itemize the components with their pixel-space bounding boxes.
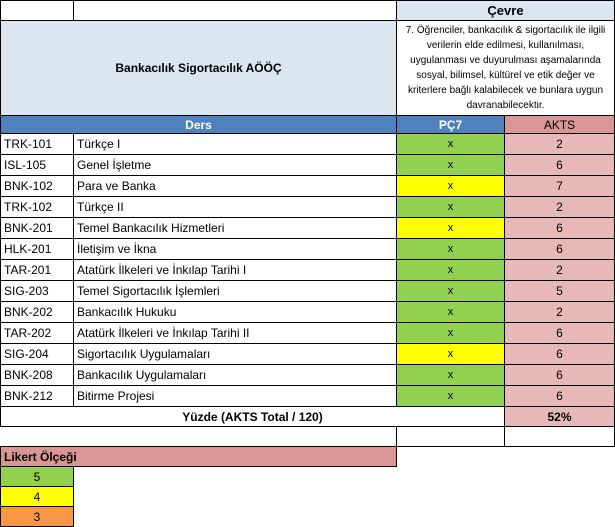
likert-level (0, 486, 74, 507)
course-name (73, 217, 397, 239)
akts-value-text: 6 (556, 158, 563, 172)
course-code-text: BNK-201 (4, 221, 53, 235)
pc7-mark (396, 343, 505, 365)
course-name-text: İletişim ve İkna (77, 242, 157, 256)
pc7-mark-text: x (447, 243, 454, 255)
course-name (73, 133, 397, 155)
course-name (73, 385, 397, 407)
blank-cell-under-total-left (396, 426, 505, 447)
course-name (73, 154, 397, 176)
course-code-text: HLK-201 (4, 242, 52, 256)
pc7-mark (396, 280, 505, 302)
column-header-pc7-label: PÇ7 (438, 117, 463, 132)
pc7-mark-text: x (447, 285, 454, 297)
course-name (73, 364, 397, 386)
akts-value (504, 343, 615, 365)
total-row-value (504, 406, 615, 427)
course-name (73, 322, 397, 344)
pc7-mark-text: x (447, 201, 454, 213)
course-code (0, 154, 74, 176)
akts-value (504, 175, 615, 197)
course-name-text: Temel Bankacılık Hizmetleri (77, 221, 225, 235)
course-code-text: BNK-102 (4, 179, 53, 193)
column-header-akts (504, 115, 615, 134)
pc7-mark-text: x (447, 180, 454, 192)
blank-cell-under-total-right (504, 426, 615, 447)
akts-value (504, 364, 615, 386)
pc7-mark (396, 259, 505, 281)
course-name-text: Sigortacılık Uygulamaları (77, 347, 211, 361)
akts-value (504, 385, 615, 407)
course-name-text: Atatürk İlkeleri ve İnkılap Tarihi I (77, 263, 247, 277)
course-code (0, 343, 74, 365)
course-code (0, 217, 74, 239)
course-name-text: Bankacılık Uygulamaları (77, 368, 207, 382)
akts-value-text: 2 (556, 263, 563, 277)
outcome-description (396, 20, 615, 116)
blank-cell-b1 (73, 0, 397, 21)
column-header-ders (0, 115, 397, 134)
pc7-mark-text: x (447, 348, 454, 360)
course-code-text: SIG-203 (4, 284, 49, 298)
course-code-text: TRK-102 (4, 200, 53, 214)
pc7-mark (396, 217, 505, 239)
course-code (0, 280, 74, 302)
likert-level (0, 466, 74, 487)
course-name-text: Genel İşletme (77, 158, 152, 172)
course-name (73, 343, 397, 365)
course-name-text: Bitirme Projesi (77, 389, 155, 403)
column-header-ders-label: Ders (185, 117, 212, 132)
course-name-text: Bankacılık Hukuku (77, 305, 177, 319)
likert-title (0, 446, 397, 467)
pc7-mark (396, 238, 505, 260)
akts-value (504, 322, 615, 344)
course-name-text: Türkçe I (77, 137, 121, 151)
likert-title-text: Likert Ölçeği (4, 449, 77, 464)
program-title-text: Bankacılık Sigortacılık AÖÖÇ (115, 61, 282, 75)
cevre-title-text: Çevre (487, 3, 524, 18)
outcome-description-text: 7. Öğrenciler, bankacılık & sigortacılık ile ilgili verilerin elde edilmesi, kullanılması, uygulanması ve duyurulması aşamalarında sosyal, bilimsel, kültürel ve etik değer ve kriterlere bağlı kalabilecek ve bunlara uygun davranabilecektir. (405, 25, 606, 111)
pc7-mark-text: x (447, 390, 454, 402)
course-name-text: Temel Sigortacılık İşlemleri (77, 284, 220, 298)
course-code (0, 301, 74, 323)
akts-value (504, 301, 615, 323)
course-name (73, 196, 397, 218)
likert-level-text: 3 (33, 509, 41, 524)
course-code (0, 385, 74, 407)
column-header-akts-label: AKTS (543, 117, 576, 132)
course-code-text: BNK-202 (4, 305, 53, 319)
course-name (73, 259, 397, 281)
akts-value (504, 217, 615, 239)
pc7-mark-text: x (447, 222, 454, 234)
akts-value-text: 6 (556, 221, 563, 235)
course-code (0, 259, 74, 281)
akts-value (504, 133, 615, 155)
akts-value (504, 154, 615, 176)
program-title (0, 20, 397, 116)
akts-value (504, 238, 615, 260)
akts-value-text: 2 (556, 200, 563, 214)
pc7-mark (396, 154, 505, 176)
akts-value-text: 2 (556, 305, 563, 319)
course-name (73, 280, 397, 302)
pc7-mark-text: x (447, 369, 454, 381)
total-value-text: 52% (547, 409, 572, 424)
pc7-mark-text: x (447, 264, 454, 276)
course-code (0, 196, 74, 218)
course-code-text: SIG-204 (4, 347, 49, 361)
course-code (0, 322, 74, 344)
course-code-text: BNK-208 (4, 368, 53, 382)
cevre-title (396, 0, 615, 21)
course-code-text: BNK-212 (4, 389, 53, 403)
pc7-mark (396, 133, 505, 155)
pc7-mark (396, 301, 505, 323)
akts-value-text: 6 (556, 389, 563, 403)
pc7-mark (396, 385, 505, 407)
akts-value-text: 6 (556, 368, 563, 382)
course-name (73, 175, 397, 197)
course-code (0, 364, 74, 386)
course-code-text: TAR-201 (4, 263, 52, 277)
course-name-text: Türkçe II (77, 200, 124, 214)
course-code (0, 238, 74, 260)
akts-value-text: 6 (556, 347, 563, 361)
akts-value (504, 259, 615, 281)
total-row-label (0, 406, 505, 427)
column-header-pc7 (396, 115, 505, 134)
pc7-mark-text: x (447, 306, 454, 318)
course-code (0, 133, 74, 155)
pc7-mark (396, 322, 505, 344)
akts-value-text: 2 (556, 137, 563, 151)
akts-value-text: 6 (556, 326, 563, 340)
pc7-mark (396, 196, 505, 218)
akts-value-text: 5 (556, 284, 563, 298)
likert-level-text: 5 (33, 469, 41, 484)
blank-cell-a1 (0, 0, 74, 21)
course-code-text: TAR-202 (4, 326, 52, 340)
pc7-mark-text: x (447, 327, 454, 339)
course-name (73, 238, 397, 260)
pc7-mark-text: x (447, 159, 454, 171)
likert-level-text: 4 (33, 489, 41, 504)
akts-value-text: 7 (556, 179, 563, 193)
course-name (73, 301, 397, 323)
pc7-mark (396, 364, 505, 386)
total-label-text: Yüzde (AKTS Total / 120) (182, 409, 323, 424)
akts-value (504, 196, 615, 218)
course-code (0, 175, 74, 197)
pc7-mark-text: x (447, 138, 454, 150)
course-name-text: Atatürk İlkeleri ve İnkılap Tarihi II (77, 326, 250, 340)
course-name-text: Para ve Banka (77, 179, 156, 193)
akts-value (504, 280, 615, 302)
akts-value-text: 6 (556, 242, 563, 256)
course-code-text: TRK-101 (4, 137, 53, 151)
pc7-mark (396, 175, 505, 197)
likert-level (0, 506, 74, 527)
course-code-text: ISL-105 (4, 158, 47, 172)
